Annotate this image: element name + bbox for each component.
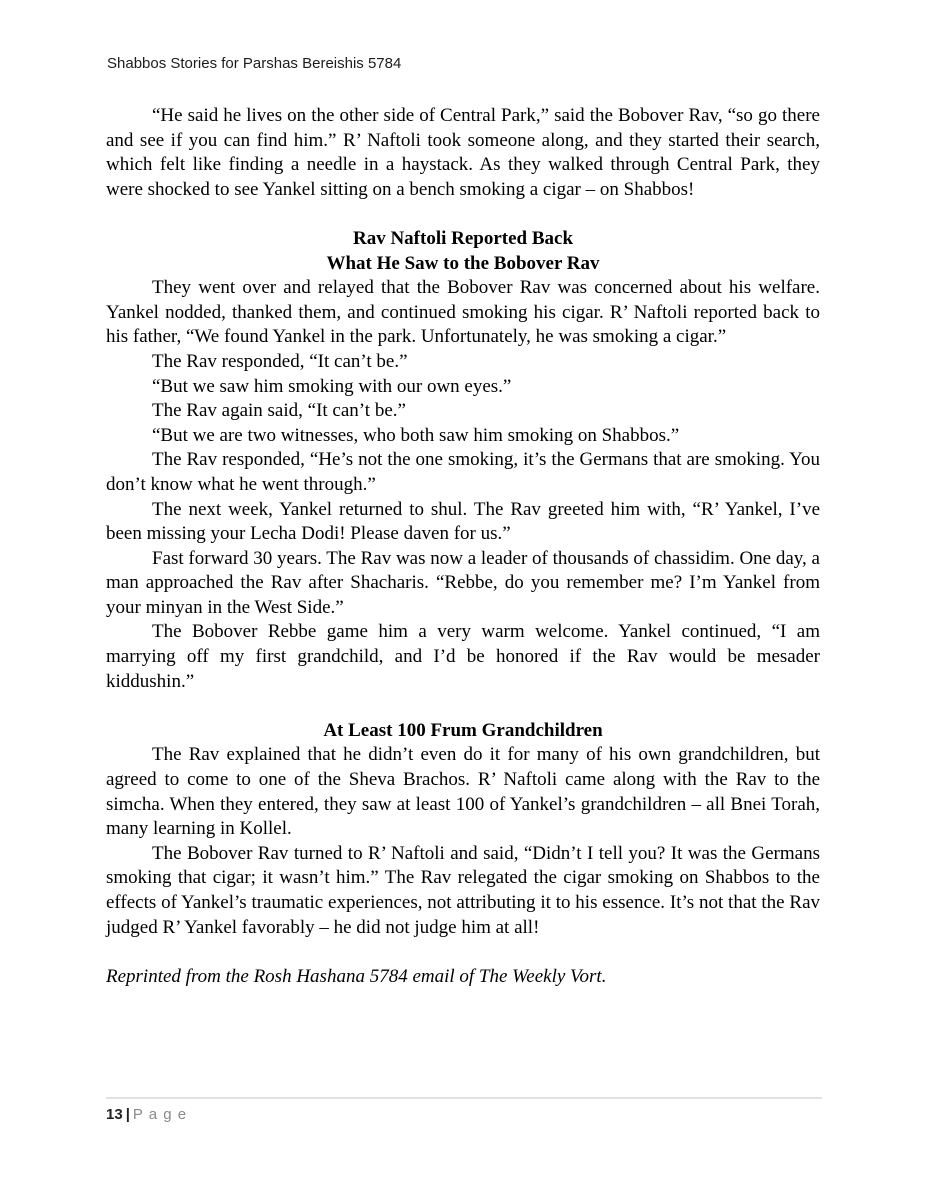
footer-separator: | [125,1106,130,1123]
page-label: P a g e [132,1106,188,1123]
page-number: 13 [106,1106,123,1123]
paragraph: The Bobover Rebbe game him a very warm welcome. Yankel continued, “I am marrying off my first grandchild, and I’d be honored if the Rav would be mesader kiddushin.” [106,621,820,692]
footer-divider [106,1097,822,1099]
paragraph: Fast forward 30 years. The Rav was now a leader of thousands of chassidim. One day, a man approached the Rav after Shacharis. “Rebbe, do you remember me? I’m Yankel from your minyan in the West Side.” [106,547,820,618]
paragraph: “But we saw him smoking with our own eyes.” [152,375,512,397]
paragraph: The Bobover Rav turned to R’ Naftoli and said, “Didn’t I tell you? It was the Germans smoking that cigar; it wasn’t him.” The Rav relegated the cigar smoking on Shabbos to the effects of Yankel’s traumatic experiences, not attributing it to his essence. It’s not that the Rav judged R’ Yankel favorably – he did not judge him at all! [106,842,820,938]
section-heading: What He Saw to the Bobover Rav [326,252,600,274]
paragraph: The Rav explained that he didn’t even do it for many of his own grandchildren, but agreed to come to one of the Sheva Brachos. R’ Naftoli came along with the Rav to the simcha. When they entered, they saw at least 100 of Yankel’s grandchildren – all Bnei Torah, many learning in Kollel. [106,744,820,840]
section-heading: At Least 100 Frum Grandchildren [323,719,603,741]
page-footer [106,1097,822,1123]
paragraph: The Rav responded, “It can’t be.” [152,350,408,372]
paragraph: The next week, Yankel returned to shul. The Rav greeted him with, “R’ Yankel, I’ve been missing your Lecha Dodi! Please daven for us.” [106,498,820,545]
section-heading: Rav Naftoli Reported Back [352,227,574,249]
paragraph: “But we are two witnesses, who both saw him smoking on Shabbos.” [152,424,680,446]
footer-text [106,1106,822,1123]
source-attribution: Reprinted from the Rosh Hashana 5784 email of The Weekly Vort. [106,965,607,987]
story-body [106,104,820,989]
running-header: Shabbos Stories for Parshas Bereishis 5784 [107,55,402,72]
paragraph: They went over and relayed that the Bobover Rav was concerned about his welfare. Yankel nodded, thanked them, and continued smoking his cigar. R’ Naftoli reported back to his father, “We found Yankel in the park. Unfortunately, he was smoking a cigar.” [106,277,820,348]
paragraph: The Rav responded, “He’s not the one smoking, it’s the Germans that are smoking. You don’t know what he went through.” [106,449,820,495]
paragraph: “He said he lives on the other side of Central Park,” said the Bobover Rav, “so go there and see if you can find him.” R’ Naftoli took someone along, and they started their search, which felt like finding a needle in a haystack. As they walked through Central Park, they were shocked to see Yankel sitting on a bench smoking a cigar – on Shabbos! [106,105,820,200]
paragraph: The Rav again said, “It can’t be.” [152,400,406,422]
